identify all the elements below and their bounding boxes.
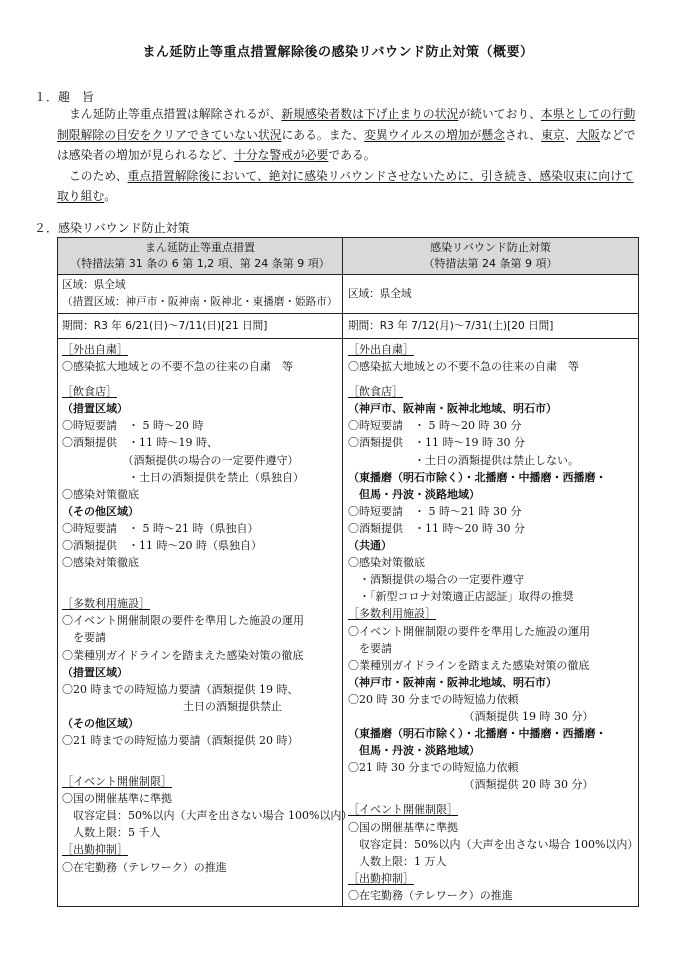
measures-table [57, 237, 639, 907]
measure-line [348, 503, 638, 520]
category-heading-label: ［イベント開催制限］ [348, 803, 458, 817]
category-heading-label: ［飲食店］ [62, 385, 117, 399]
measure-text: ・土日の酒類提供を禁止（県独自） [62, 470, 304, 484]
category-heading-label: ［出勤抑制］ [348, 871, 414, 885]
measure-line [348, 623, 638, 640]
measure-text: 〇20 時 30 分までの時短協力依頼 [348, 692, 519, 706]
measure-line [348, 434, 638, 451]
measure-text: 〇20 時までの時短協力要請（酒類提供 19 時、 [62, 682, 299, 696]
measure-text: 〇酒類提供 ・11 時～20 時 30 分 [348, 521, 525, 535]
area-subheading [62, 503, 352, 520]
category-heading-label: ［外出自粛］ [62, 343, 128, 356]
category-heading [62, 841, 352, 858]
area-subheading [348, 537, 638, 554]
measure-line [62, 824, 352, 841]
measure-line [348, 417, 638, 434]
measure-text: 収容定員：50%以内（大声を出さない場合 100%以内） [62, 809, 353, 823]
category-heading [348, 605, 638, 622]
measure-line [348, 520, 638, 537]
measure-line [348, 836, 638, 853]
measure-text: 〇感染拡大地域との不要不急の往来の自粛 等 [348, 360, 579, 374]
category-heading-label: ［多数利用施設］ [62, 597, 150, 611]
measure-text: を要請 [348, 641, 392, 655]
section1-heading: １．趣 旨 [34, 90, 95, 104]
measure-text: （酒類提供 20 時 30 分） [348, 778, 594, 792]
spacer [62, 749, 352, 757]
measure-line [348, 452, 638, 469]
left-column-header [58, 240, 342, 272]
category-heading [62, 595, 352, 612]
area-subheading [348, 742, 638, 759]
purpose-paragraph-1: まん延防止等重点措置は解除されるが、新規感染者数は下げ止まりの状況が続いており、本県としての行動制限解除の目安をクリアできていない状況にある。また、変異ウイルスの増加が懸念され、東京、大阪などでは感染者の増加が見られるなど、十分な警戒が必要である。 [57, 107, 636, 162]
measure-line [62, 358, 352, 375]
measure-text: 〇酒類提供 ・11 時～19 時 30 分 [348, 436, 525, 450]
measure-text: ・酒類提供の場合の一定要件遵守 [348, 573, 524, 587]
spacer [62, 757, 352, 765]
section2-heading: ２．感染リバウンド防止対策 [34, 221, 190, 235]
measure-text: 人数上限：1 万人 [348, 854, 447, 868]
measure-line [62, 698, 352, 715]
measure-line [62, 452, 352, 469]
area-subheading-label: 但馬・丹波・淡路地域） [348, 744, 480, 758]
category-heading [62, 383, 352, 400]
right-header-law: （特措法第 24 条第 9 項） [423, 257, 558, 270]
measure-line [62, 859, 352, 876]
measure-line [348, 657, 638, 674]
area-subheading [348, 469, 638, 486]
category-heading [348, 870, 638, 887]
measure-text: 〇在宅勤務（テレワーク）の推進 [348, 888, 513, 902]
row-divider [58, 274, 638, 275]
category-heading-label: ［出勤抑制］ [62, 843, 128, 857]
measure-line [62, 434, 352, 451]
right-measures-body [348, 341, 638, 904]
area-subheading [348, 725, 638, 742]
measure-line [62, 612, 352, 629]
measure-text: 〇在宅勤務（テレワーク）の推進 [62, 860, 227, 874]
right-column-header [343, 240, 638, 272]
measure-line [348, 776, 638, 793]
measure-line [62, 486, 352, 503]
measure-line [348, 554, 638, 571]
row-divider [58, 313, 638, 314]
measure-text: 〇21 時 30 分までの時短協力依頼 [348, 761, 519, 775]
left-area-cell [62, 277, 337, 311]
right-period-cell: 期間：R3 年 7/12(月)～7/31(土)[20 日間] [348, 320, 554, 332]
measure-line [62, 681, 352, 698]
measure-line [348, 759, 638, 776]
measure-text: 〇感染拡大地域との不要不急の往来の自粛 等 [62, 360, 293, 374]
area-subheading [62, 400, 352, 417]
measure-text: 〇国の開催基準に準拠 [62, 792, 172, 806]
area-subheading-label: （神戸市・阪神南・阪神北地域、明石市） [348, 675, 557, 689]
measure-line [348, 571, 638, 588]
measure-text: 〇時短要請 ・ 5 時～21 時 30 分 [348, 504, 522, 518]
area-subheading [348, 486, 638, 503]
measure-text: 〇業種別ガイドラインを踏まえた感染対策の徹底 [348, 658, 590, 672]
measure-text: 〇感染対策徹底 [62, 556, 139, 570]
purpose-text [57, 104, 637, 207]
measure-text: 〇業種別ガイドラインを踏まえた感染対策の徹底 [62, 648, 304, 662]
measure-text: ・土日の酒類提供は禁止しない。 [348, 453, 579, 467]
measure-line [62, 537, 352, 554]
measure-line [62, 647, 352, 664]
left-area-label: 区域：県全域 [62, 279, 126, 291]
category-heading [348, 801, 638, 818]
left-header-law: （特措法第 31 条の 6 第 1,2 項、第 24 条第 9 項） [70, 257, 330, 270]
left-period-cell: 期間：R3 年 6/21(日)～7/11(日)[21 日間] [62, 320, 268, 332]
area-subheading-label: 但馬・丹波・淡路地域） [348, 487, 480, 501]
measure-line [348, 853, 638, 870]
category-heading [62, 341, 352, 358]
measure-line [62, 790, 352, 807]
measure-text: 〇感染対策徹底 [348, 556, 425, 570]
measure-line [62, 629, 352, 646]
left-area-detail: （措置区域：神戸市・阪神南・阪神北・東播磨・姫路市） [62, 296, 338, 309]
document-title: まん延防止等重点措置解除後の感染リバウンド防止対策（概要） [142, 45, 534, 60]
category-heading-label: ［イベント開催制限］ [62, 775, 172, 789]
area-subheading [348, 674, 638, 691]
measure-text: 〇時短要請 ・ 5 時～21 時（県独自） [62, 521, 259, 535]
area-subheading-label: （その他区域） [62, 504, 139, 518]
measure-text: 人数上限：5 千人 [62, 826, 161, 840]
row-divider [58, 338, 638, 339]
area-subheading [62, 715, 352, 732]
left-header-title: まん延防止等重点措置 [145, 241, 255, 254]
spacer [62, 587, 352, 595]
measure-text: 〇時短要請 ・ 5 時～20 時 30 分 [348, 419, 522, 433]
area-subheading-label: （神戸市、阪神南・阪神北地域、明石市） [348, 402, 557, 416]
measure-text: 土日の酒類提供禁止 [62, 699, 282, 713]
measure-line [348, 887, 638, 904]
measure-line [348, 691, 638, 708]
measure-line [348, 588, 638, 605]
right-area-cell: 区域：県全域 [348, 288, 412, 300]
spacer [62, 375, 352, 383]
area-subheading-label: （東播磨（明石市除く）・北播磨・中播磨・西播磨・ [348, 727, 607, 741]
measure-text: 〇国の開催基準に準拠 [348, 820, 458, 834]
measure-text: 〇酒類提供 ・11 時～19 時、 [62, 436, 218, 450]
measure-line [62, 732, 352, 749]
area-subheading-label: （共通） [348, 539, 392, 553]
category-heading-label: ［外出自粛］ [348, 343, 414, 356]
spacer [62, 579, 352, 587]
measure-text: を要請 [62, 631, 106, 645]
measure-line [348, 708, 638, 725]
spacer [62, 571, 352, 579]
measure-text: （酒類提供 19 時 30 分） [348, 709, 594, 723]
measure-line [348, 640, 638, 657]
purpose-paragraph-2: このため、重点措置解除後において、絶対に感染リバウンドさせないために、引き続き、感染収束に向けて取り組む。 [57, 168, 634, 203]
spacer [62, 765, 352, 773]
measure-line [348, 819, 638, 836]
spacer [348, 793, 638, 801]
category-heading-label: ［多数利用施設］ [348, 607, 436, 621]
measure-text: 〇感染対策徹底 [62, 487, 139, 501]
measure-line [62, 807, 352, 824]
measure-line [62, 520, 352, 537]
category-heading [62, 773, 352, 790]
measure-line [62, 554, 352, 571]
measure-text: 収容定員：50%以内（大声を出さない場合 100%以内） [348, 837, 639, 851]
measure-text: ・「新型コロナ対策適正店認証」取得の推奨 [348, 590, 574, 604]
category-heading-label: ［飲食店］ [348, 385, 403, 399]
measure-text: 〇時短要請 ・ 5 時～20 時 [62, 419, 204, 433]
measure-text: 〇酒類提供 ・11 時～20 時（県独自） [62, 539, 262, 553]
area-subheading [62, 664, 352, 681]
area-subheading [348, 400, 638, 417]
category-heading [348, 383, 638, 400]
area-subheading-label: （措置区域） [62, 402, 128, 416]
spacer [348, 375, 638, 383]
measure-line [348, 358, 638, 375]
measure-text: 〇21 時までの時短協力要請（酒類提供 20 時） [62, 733, 299, 747]
area-subheading-label: （その他区域） [62, 716, 139, 730]
left-measures-body [62, 341, 352, 876]
measure-text: 〇イベント開催制限の要件を準用した施設の運用 [348, 624, 590, 638]
right-header-title: 感染リバウンド防止対策 [430, 241, 551, 254]
area-subheading-label: （東播磨（明石市除く）・北播磨・中播磨・西播磨・ [348, 470, 607, 484]
measure-text: 〇イベント開催制限の要件を準用した施設の運用 [62, 614, 304, 628]
measure-line [62, 469, 352, 486]
measure-line [62, 417, 352, 434]
area-subheading-label: （措置区域） [62, 665, 128, 679]
measure-text: （酒類提供の場合の一定要件遵守） [62, 453, 299, 467]
category-heading [348, 341, 638, 358]
